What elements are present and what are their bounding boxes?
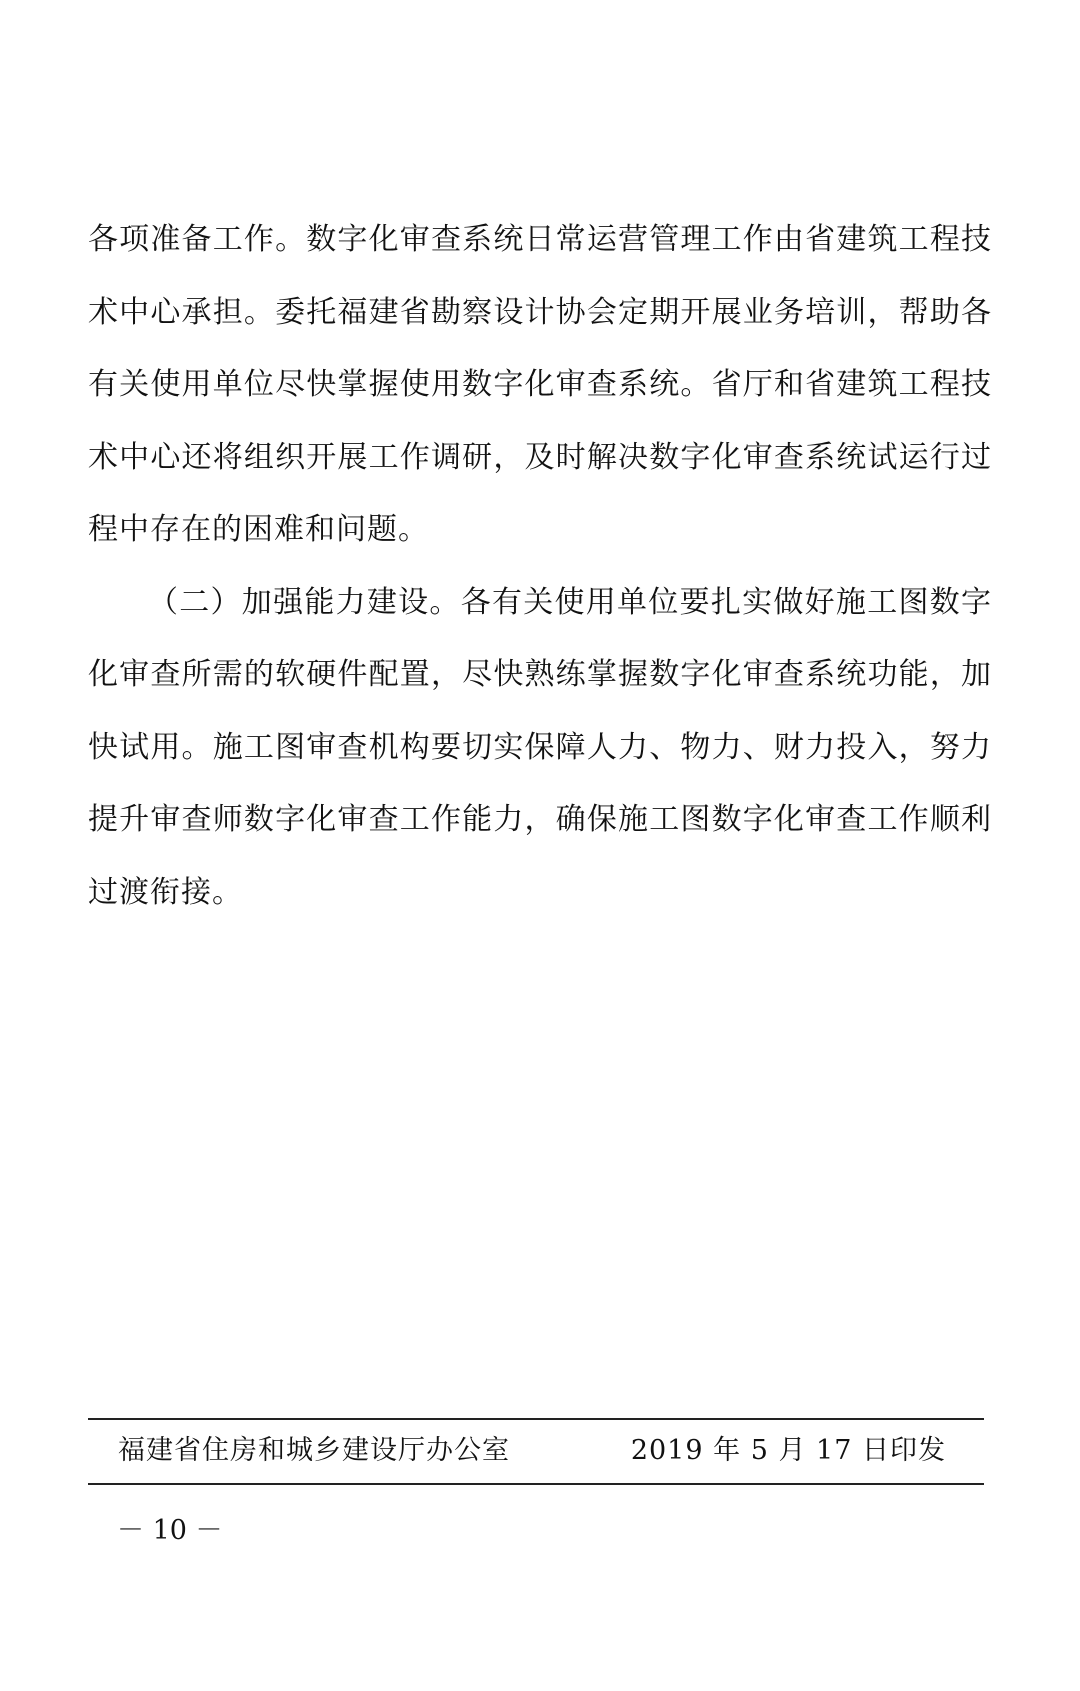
footer-bottom-rule [88, 1483, 984, 1485]
issuing-office: 福建省住房和城乡建设厅办公室 [118, 1435, 510, 1466]
body-text [88, 204, 992, 929]
paragraph-continuation: 各项准备工作。数字化审查系统日常运营管理工作由省建筑工程技术中心承担。委托福建省勘察设计协会定期开展业务培训，帮助各有关使用单位尽快掌握使用数字化审查系统。省厅和省建筑工程技术中心还将组织开展工作调研，及时解决数字化审查系统试运行过程中存在的困难和问题。 [88, 222, 992, 547]
paragraph-capacity-building: （二）加强能力建设。各有关使用单位要扎实做好施工图数字化审查所需的软硬件配置，尽快熟练掌握数字化审查系统功能，加快试用。施工图审查机构要切实保障人力、物力、财力投入，努力提升审查师数字化审查工作能力，确保施工图数字化审查工作顺利过渡衔接。 [88, 584, 992, 910]
issue-date: 2019 年 5 月 17 日印发 [630, 1435, 946, 1466]
issuance-footer [88, 1426, 984, 1476]
footer-top-rule [88, 1418, 984, 1420]
page-number: － 10 － [117, 1515, 223, 1546]
